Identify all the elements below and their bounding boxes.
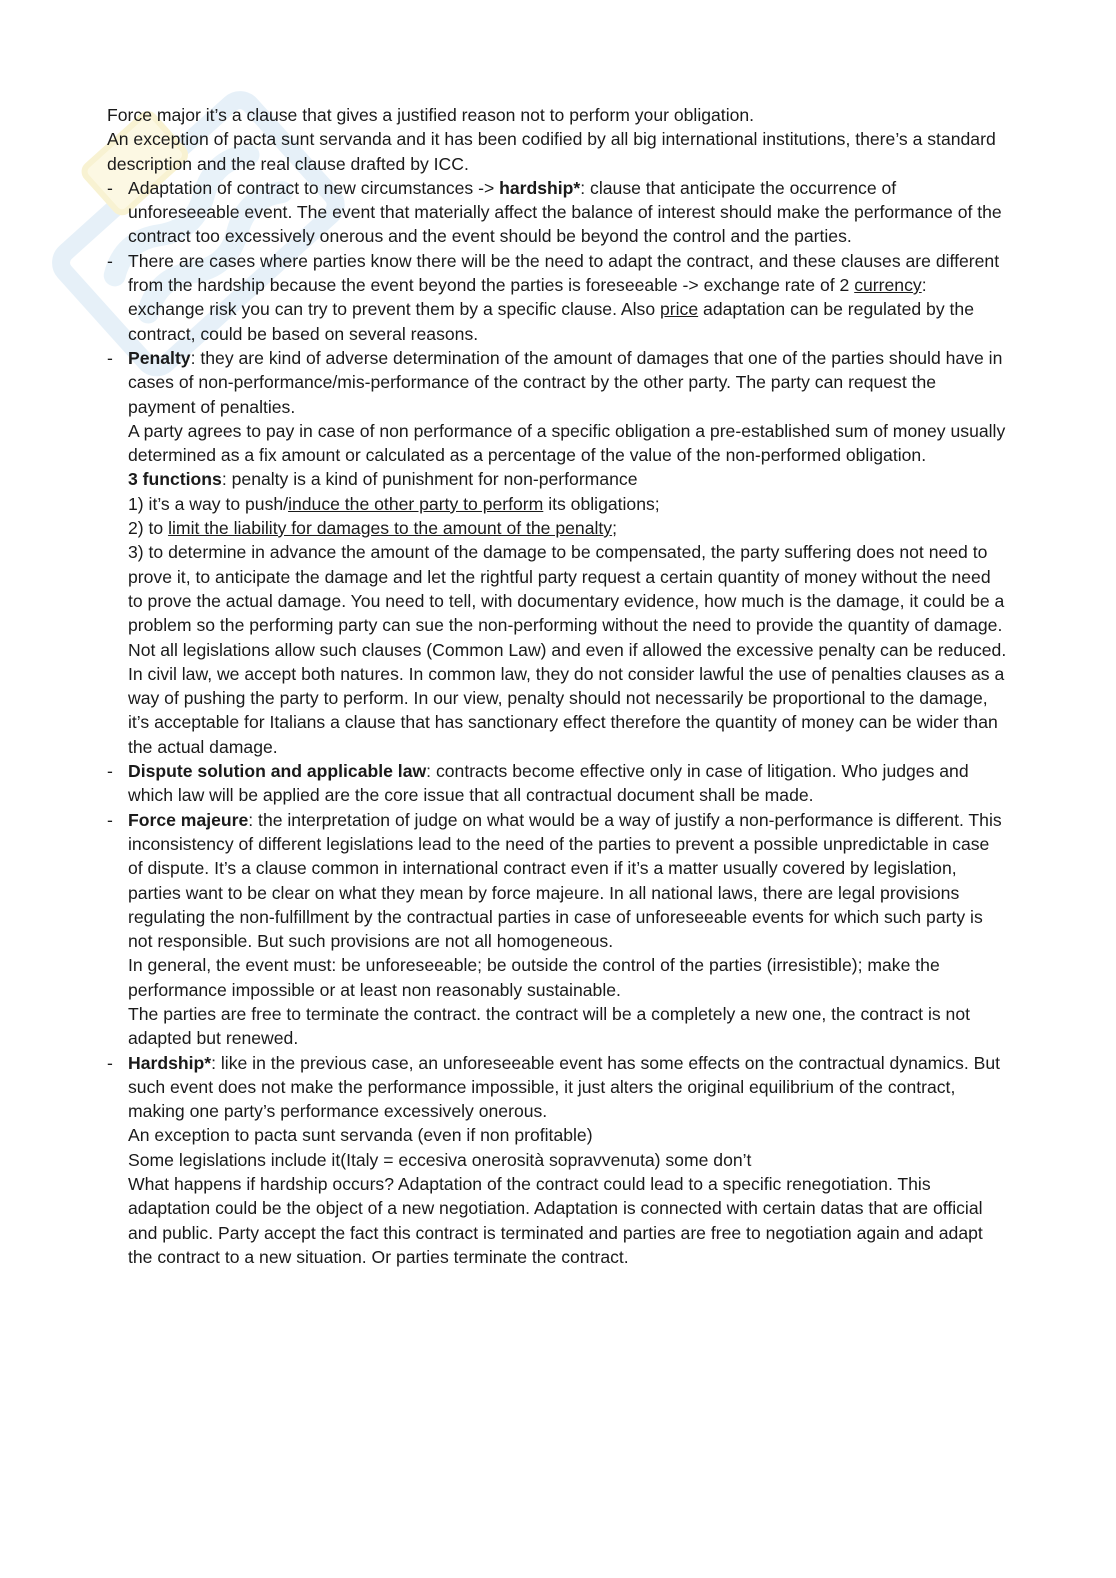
function-2-underline: limit the liability for damages to the amount of the penalty: [168, 518, 613, 539]
intro-line-1: Force major it’s a clause that gives a justified reason not to perform your obligation.: [107, 105, 755, 125]
penalty-agreement: A party agrees to pay in case of non performance of a specific obligation a pre-established sum of money usually determined as a fix amount or calculated as a percentage of the value of the non-performed obligation.: [128, 420, 1006, 466]
penalty-text: [128, 346, 1007, 419]
function-2-post: ;: [612, 518, 617, 539]
hardship-heading-term: Hardship*: [128, 1052, 212, 1073]
function-1-pre: 1) it’s a way to push/: [128, 493, 289, 514]
foreseeable-part-3: adaptation can be regulated by the contract, could be based on several reasons.: [128, 299, 974, 344]
hardship-legislations: Some legislations include it(Italy = eccesiva onerosità sopravvenuta) some don’t: [128, 1149, 752, 1170]
hardship-definition: : like in the previous case, an unforeseeable event has some effects on the contractual dynamics. But such event does not make the performance impossible, it just alters the original equilibrium of the contract, making one party’s performance excessively onerous.: [128, 1052, 1001, 1122]
bullet-dash: -: [107, 250, 113, 271]
bullet-dash: -: [107, 809, 113, 830]
list-item-foreseeable: [107, 249, 1007, 346]
bullet-dash: -: [107, 347, 113, 368]
force-majeure-conditions: In general, the event must: be unforeseeable; be outside the control of the parties (irresistible); make the performance impossible or at least non reasonably sustainable.: [128, 955, 940, 1000]
adaptation-text: [128, 176, 1007, 249]
price-term: price: [660, 299, 699, 320]
foreseeable-text: [128, 249, 1007, 346]
currency-term: currency: [854, 275, 922, 296]
bullet-dash: -: [107, 177, 113, 198]
force-majeure-text: [128, 808, 1007, 954]
list-item-hardship: [107, 1051, 1007, 1270]
adaptation-pre: Adaptation of contract to new circumstances ->: [128, 177, 500, 198]
functions-term: 3 functions: [128, 469, 222, 490]
functions-post: : penalty is a kind of punishment for non-performance: [221, 469, 638, 490]
penalty-definition: : they are kind of adverse determination of the amount of damages that one of the parties should have in cases of non-performance/mis-performance of the contract by the other party. The party can request the payment of penalties.: [128, 347, 1003, 417]
list-item-penalty: [107, 346, 1007, 759]
bullet-dash: -: [107, 1052, 113, 1073]
foreseeable-part-2: : exchange risk you can try to prevent them by a specific clause. Also: [128, 275, 927, 320]
bullet-dash: -: [107, 761, 113, 782]
list-item-force-majeure: [107, 808, 1007, 1051]
penalty-legislations: Not all legislations allow such clauses (Common Law) and even if allowed the excessive penalty can be reduced. In civil law, we accept both natures. In common law, they do not consider lawful the use of penalties clauses as a way of pushing the party to perform. In our view, penalty should not necessarily be proportional to the damage, it’s acceptable for Italians a clause that has sanctionary effect therefore the quantity of money can be wider than the actual damage.: [128, 639, 1007, 757]
function-1-underline: induce the other party to perform: [288, 493, 544, 514]
penalty-functions-heading: [128, 467, 1007, 491]
hardship-text: [128, 1051, 1007, 1124]
dispute-text: [128, 759, 1007, 808]
hardship-occurs: What happens if hardship occurs? Adaptation of the contract could lead to a specific renegotiation. This adaptation could be the object of a new negotiation. Adaptation is connected with certain datas that are official and public. Party accept the fact this contract is terminated and parties are free to negotiation again and adapt the contract to a new situation. Or parties terminate the contract.: [128, 1174, 983, 1267]
list-item-dispute: [107, 759, 1007, 808]
adaptation-post: : clause that anticipate the occurrence of unforeseeable event. The event that materially affect the balance of interest should make the performance of the contract too excessively onerous and the event should be beyond the control and the parties.: [128, 177, 1002, 247]
list-item-adaptation: [107, 176, 1007, 249]
hardship-term: hardship*: [499, 177, 581, 198]
dispute-term: Dispute solution and applicable law: [128, 761, 427, 782]
document-body: [107, 103, 1007, 1269]
force-majeure-term: Force majeure: [128, 809, 249, 830]
force-majeure-termination: The parties are free to terminate the contract. the contract will be a completely a new one, the contract is not adapted but renewed.: [128, 1003, 971, 1049]
function-1-post: its obligations;: [543, 493, 660, 514]
foreseeable-part-1: There are cases where parties know there will be the need to adapt the contract, and these clauses are different from the hardship because the event beyond the parties is foreseeable -> exchange rate of 2: [128, 250, 1000, 296]
dispute-definition: : contracts become effective only in case of litigation. Who judges and which law will be applied are the core issue that all contractual document shall be made.: [128, 761, 969, 806]
intro-line-2: An exception of pacta sunt servanda and it has been codified by all big international institutions, there’s a standard description and the real clause drafted by ICC.: [107, 129, 996, 174]
penalty-term: Penalty: [128, 347, 191, 368]
function-1: [128, 492, 1007, 516]
hardship-exception: An exception to pacta sunt servanda (even if non profitable): [128, 1125, 593, 1146]
function-3: 3) to determine in advance the amount of the damage to be compensated, the party suffering does not need to prove it, to anticipate the damage and let the rightful party request a certain quantity of money without the need to prove the actual damage. You need to tell, with documentary evidence, how much is the damage, it could be a problem so the performing party can sue the non-performing without the need to provide the quantity of damage.: [128, 542, 1005, 636]
force-majeure-definition: : the interpretation of judge on what would be a way of justify a non-performance is different. This inconsistency of different legislations lead to the need of the parties to prevent a possible unpredictable in case of dispute. It’s a clause common in international contract even if it’s a matter usually covered by legislation, parties want to be clear on what they mean by force majeure. In all national laws, there are legal provisions regulating the non-fulfillment by the contractual parties in case of unforeseeable events for which such party is not responsible. But such provisions are not all homogeneous.: [128, 809, 1002, 952]
function-2: [128, 516, 1007, 540]
function-2-pre: 2) to: [128, 518, 169, 539]
